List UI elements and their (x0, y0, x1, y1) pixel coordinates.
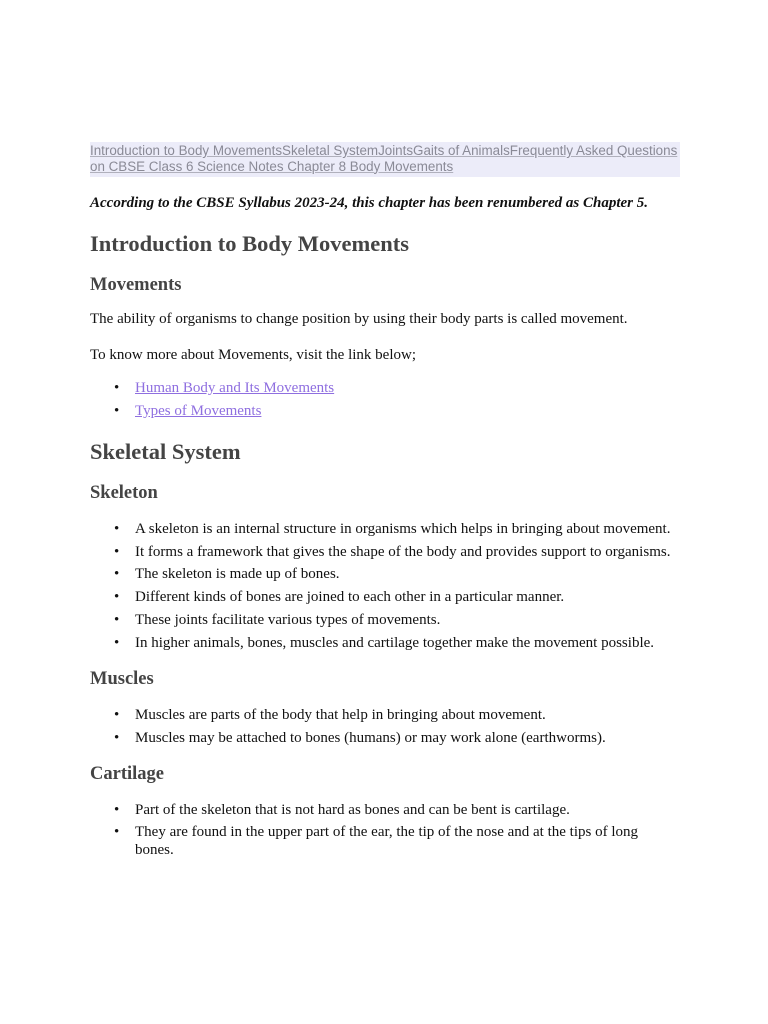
skeleton-list (90, 520, 680, 652)
list-item: • In higher animals, bones, muscles and cartilage together make the movement possible. (135, 634, 680, 652)
movement-links-list (90, 379, 680, 420)
link-types-of-movements[interactable]: Types of Movements (135, 402, 262, 419)
heading-cartilage: Cartilage (90, 763, 164, 784)
document-page (90, 142, 680, 864)
list-item: • It forms a framework that gives the shape of the body and provides support to organisms. (135, 543, 680, 561)
heading-movements: Movements (90, 275, 182, 295)
syllabus-note: According to the CBSE Syllabus 2023-24, this chapter has been renumbered as Chapter 5. (90, 195, 648, 211)
list-item (135, 379, 680, 397)
list-item: • The skeleton is made up of bones. (135, 565, 680, 583)
list-item: • A skeleton is an internal structure in organisms which helps in bringing about movement. (135, 520, 680, 538)
toc-link-introduction[interactable]: Introduction to Body Movements (90, 143, 283, 158)
list-item: • Muscles are parts of the body that help in bringing about movement. (135, 706, 680, 724)
movement-definition: The ability of organisms to change position by using their body parts is called movement. (90, 311, 628, 327)
heading-skeleton: Skeleton (90, 482, 158, 503)
cartilage-list (90, 801, 680, 860)
list-item: • These joints facilitate various types of movements. (135, 611, 680, 629)
muscles-list (90, 706, 680, 747)
toc-link-gaits-of-animals[interactable]: Gaits of Animals (413, 143, 510, 158)
list-item: • They are found in the upper part of the ear, the tip of the nose and at the tips of long bones. (135, 823, 680, 859)
movement-more-text: To know more about Movements, visit the link below; (90, 347, 416, 363)
list-item (135, 402, 680, 420)
toc-link-skeletal-system[interactable]: Skeletal System (282, 143, 379, 158)
list-item: • Muscles may be attached to bones (humans) or may work alone (earthworms). (135, 729, 680, 747)
heading-introduction: Introduction to Body Movements (90, 231, 409, 256)
heading-muscles: Muscles (90, 668, 154, 689)
list-item: • Part of the skeleton that is not hard as bones and can be bent is cartilage. (135, 801, 680, 819)
heading-skeletal-system: Skeletal System (90, 438, 241, 464)
table-of-contents (90, 142, 680, 177)
link-human-body-movements[interactable]: Human Body and Its Movements (135, 380, 335, 396)
toc-link-joints[interactable]: Joints (378, 143, 414, 158)
toc-link-faq[interactable]: Frequently Asked Questions on CBSE Class 6 Science Notes Chapter 8 Body Movements (90, 143, 678, 174)
list-item: • Different kinds of bones are joined to each other in a particular manner. (135, 588, 680, 606)
